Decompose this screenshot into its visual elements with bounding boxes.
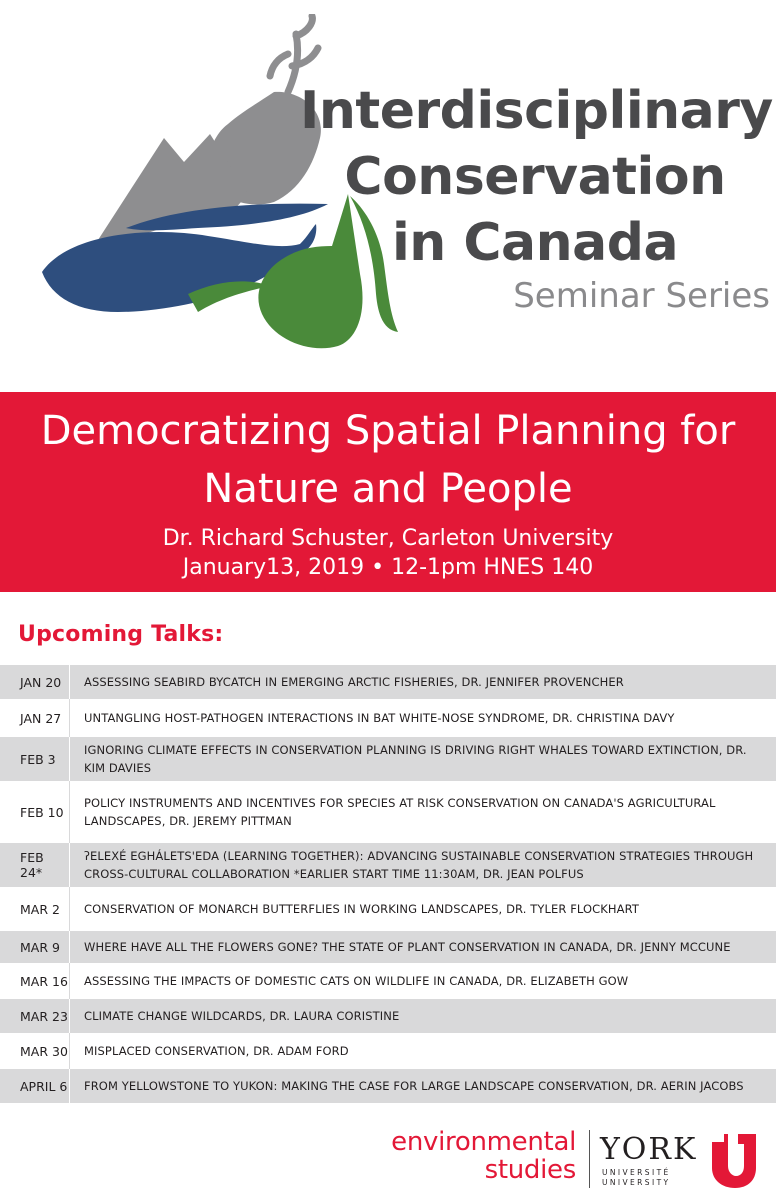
series-title-line-1: Interdisciplinary: [300, 81, 773, 141]
featured-speaker: Dr. Richard Schuster, Carleton University: [162, 526, 614, 551]
york-universite-text: UNIVERSITÉ: [602, 1168, 671, 1177]
series-title-line-2: Conservation: [344, 147, 726, 207]
talk-date: MAR 16: [0, 963, 70, 999]
environmental-studies-logo: [391, 1128, 576, 1184]
featured-talk-title: [0, 392, 776, 518]
talk-description: FROM YELLOWSTONE TO YUKON: MAKING THE CASE FOR LARGE LANDSCAPE CONSERVATION, DR. AERIN JACOBS: [84, 1079, 744, 1093]
talk-date: MAR 2: [0, 887, 70, 931]
series-title-line-3: in Canada: [391, 213, 679, 273]
talk-description: CONSERVATION OF MONARCH BUTTERFLIES IN WORKING LANDSCAPES, DR. TYLER FLOCKHART: [84, 902, 640, 916]
featured-talk-title-line-2: Nature and People: [203, 466, 573, 512]
upcoming-talks-heading: Upcoming Talks:: [18, 622, 224, 647]
footer-divider: [589, 1130, 590, 1188]
talk-date: JAN 20: [0, 665, 70, 699]
talk-date: FEB 10: [0, 781, 70, 843]
talk-description: CLIMATE CHANGE WILDCARDS, DR. LAURA CORISTINE: [84, 1009, 400, 1023]
talk-row: [0, 963, 776, 999]
talk-row: [0, 1069, 776, 1103]
york-university-text: UNIVERSITY: [602, 1178, 671, 1187]
talk-row: [0, 781, 776, 843]
featured-datetime: January13, 2019 • 12-1pm HNES 140: [182, 555, 594, 580]
york-u-icon: [708, 1130, 758, 1190]
header: [0, 0, 776, 392]
talk-row: [0, 699, 776, 737]
talk-row: [0, 887, 776, 931]
talk-date: MAR 30: [0, 1033, 70, 1069]
talk-row: [0, 931, 776, 963]
series-title: [300, 78, 773, 276]
talk-date: FEB 3: [0, 737, 70, 781]
talk-row: [0, 1033, 776, 1069]
talk-date: JAN 27: [0, 699, 70, 737]
upcoming-talks-list: [0, 665, 776, 1103]
talk-description: WHERE HAVE ALL THE FLOWERS GONE? THE STATE OF PLANT CONSERVATION IN CANADA, DR. JENNY MCCUNE: [84, 940, 731, 954]
talk-description: UNTANGLING HOST-PATHOGEN INTERACTIONS IN BAT WHITE-NOSE SYNDROME, DR. CHRISTINA DAVY: [84, 711, 675, 725]
talk-row: [0, 737, 776, 781]
talk-date: APRIL 6: [0, 1069, 70, 1103]
env-logo-line-2: studies: [484, 1155, 576, 1185]
talk-description: ASSESSING THE IMPACTS OF DOMESTIC CATS ON WILDLIFE IN CANADA, DR. ELIZABETH GOW: [84, 974, 629, 988]
featured-talk-title-line-1: Democratizing Spatial Planning for: [40, 408, 736, 454]
talk-date: FEB 24*: [0, 843, 70, 887]
footer: [0, 1120, 776, 1200]
series-subtitle: Seminar Series: [513, 276, 770, 316]
york-wordmark: YORK: [600, 1132, 698, 1167]
talk-description: MISPLACED CONSERVATION, DR. ADAM FORD: [84, 1044, 349, 1058]
talk-row: [0, 843, 776, 887]
talk-description: ASSESSING SEABIRD BYCATCH IN EMERGING ARCTIC FISHERIES, DR. JENNIFER PROVENCHER: [84, 675, 624, 689]
talk-row: [0, 665, 776, 699]
talk-row: [0, 999, 776, 1033]
env-logo-line-1: environmental: [391, 1127, 576, 1157]
talk-description: ʔELEXÉ EGHÁLETS'EDA (LEARNING TOGETHER): ADVANCING SUSTAINABLE CONSERVATION STRATEGIES THROUGH CROSS-CULTURAL COLLABORATION *EARLIER START TIME 11:30AM, DR. JEAN POLFUS: [84, 849, 754, 881]
featured-talk-banner: [0, 392, 776, 592]
talk-description: POLICY INSTRUMENTS AND INCENTIVES FOR SPECIES AT RISK CONSERVATION ON CANADA'S AGRICULTURAL LANDSCAPES, DR. JEREMY PITTMAN: [84, 796, 716, 828]
talk-description: IGNORING CLIMATE EFFECTS IN CONSERVATION PLANNING IS DRIVING RIGHT WHALES TOWARD EXTINCTION, DR. KIM DAVIES: [84, 743, 747, 775]
talk-date: MAR 9: [0, 931, 70, 963]
talk-date: MAR 23: [0, 999, 70, 1033]
